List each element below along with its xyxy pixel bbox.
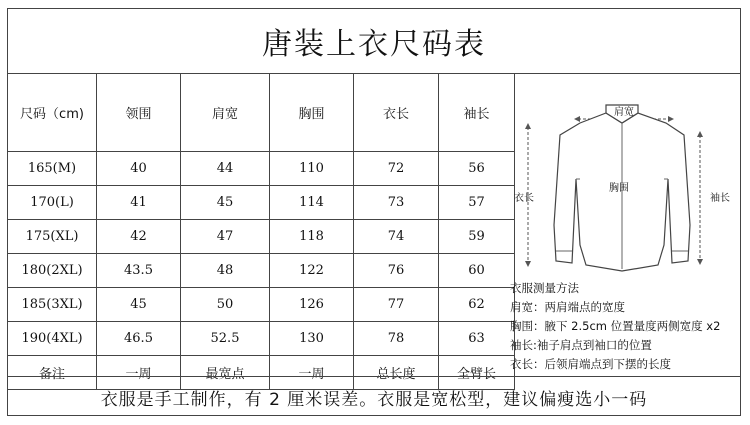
garment-diagram	[510, 75, 740, 275]
table-row	[8, 220, 515, 254]
header-cell: 衣长	[354, 73, 439, 152]
table-cell: 62	[439, 288, 515, 322]
table-cell: 44	[181, 152, 270, 186]
table-cell: 57	[439, 186, 515, 220]
table-cell: 122	[270, 254, 354, 288]
page-title: 唐装上衣尺码表	[8, 9, 740, 74]
header-cell: 尺码（cm)	[8, 73, 97, 152]
table-cell: 73	[354, 186, 439, 220]
header-cell: 肩宽	[181, 73, 270, 152]
note-line: 肩宽：两肩端点的宽度	[510, 300, 625, 314]
table-cell: 42	[97, 220, 181, 254]
table-cell: 40	[97, 152, 181, 186]
table-cell: 114	[270, 186, 354, 220]
note-cell: 备注	[8, 356, 97, 390]
table-cell: 72	[354, 152, 439, 186]
note-cell: 一周	[97, 356, 181, 390]
table-cell: 52.5	[181, 322, 270, 356]
table-cell: 50	[181, 288, 270, 322]
table-row	[8, 322, 515, 356]
table-row	[8, 254, 515, 288]
table-cell: 46.5	[97, 322, 181, 356]
chest-label: 胸围	[609, 183, 629, 194]
note-cell: 全臂长	[439, 356, 515, 390]
table-row	[8, 186, 515, 220]
note-line: 胸围：腋下 2.5cm 位置量度两侧宽度 x2	[510, 319, 721, 333]
length-label: 衣长	[514, 193, 534, 204]
note-cell: 总长度	[354, 356, 439, 390]
note-cell: 一周	[270, 356, 354, 390]
table-cell: 59	[439, 220, 515, 254]
size-table	[8, 73, 515, 390]
table-header-row	[8, 73, 515, 152]
table-cell: 78	[354, 322, 439, 356]
table-cell: 130	[270, 322, 354, 356]
header-cell: 领围	[97, 73, 181, 152]
table-cell: 77	[354, 288, 439, 322]
table-row	[8, 288, 515, 322]
note-cell: 最宽点	[181, 356, 270, 390]
table-cell: 74	[354, 220, 439, 254]
table-cell: 110	[270, 152, 354, 186]
measurement-notes	[510, 279, 742, 374]
table-cell: 76	[354, 254, 439, 288]
table-cell: 48	[181, 254, 270, 288]
table-cell: 63	[439, 322, 515, 356]
table-cell: 180(2XL)	[8, 254, 97, 288]
header-cell: 胸围	[270, 73, 354, 152]
table-cell: 165(M)	[8, 152, 97, 186]
table-cell: 56	[439, 152, 515, 186]
note-line: 袖长:袖子肩点到袖口的位置	[510, 338, 652, 352]
table-cell: 47	[181, 220, 270, 254]
table-cell: 190(4XL)	[8, 322, 97, 356]
table-cell: 41	[97, 186, 181, 220]
table-cell: 45	[97, 288, 181, 322]
table-cell: 60	[439, 254, 515, 288]
shoulder-label: 肩宽	[614, 107, 634, 118]
size-chart	[7, 8, 741, 416]
table-cell: 185(3XL)	[8, 288, 97, 322]
footer-note: 衣服是手工制作，有 2 厘米误差。衣服是宽松型，建议偏瘦选小一码	[8, 376, 740, 417]
table-cell: 118	[270, 220, 354, 254]
jacket-illustration	[510, 75, 740, 275]
note-line: 衣长：后领肩端点到下摆的长度	[510, 357, 671, 371]
notes-heading: 衣服测量方法	[510, 281, 579, 295]
sleeve-label: 袖长	[710, 193, 730, 204]
table-cell: 126	[270, 288, 354, 322]
table-cell: 170(L)	[8, 186, 97, 220]
table-cell: 43.5	[97, 254, 181, 288]
table-cell: 175(XL)	[8, 220, 97, 254]
table-row	[8, 152, 515, 186]
table-cell: 45	[181, 186, 270, 220]
header-cell: 袖长	[439, 73, 515, 152]
